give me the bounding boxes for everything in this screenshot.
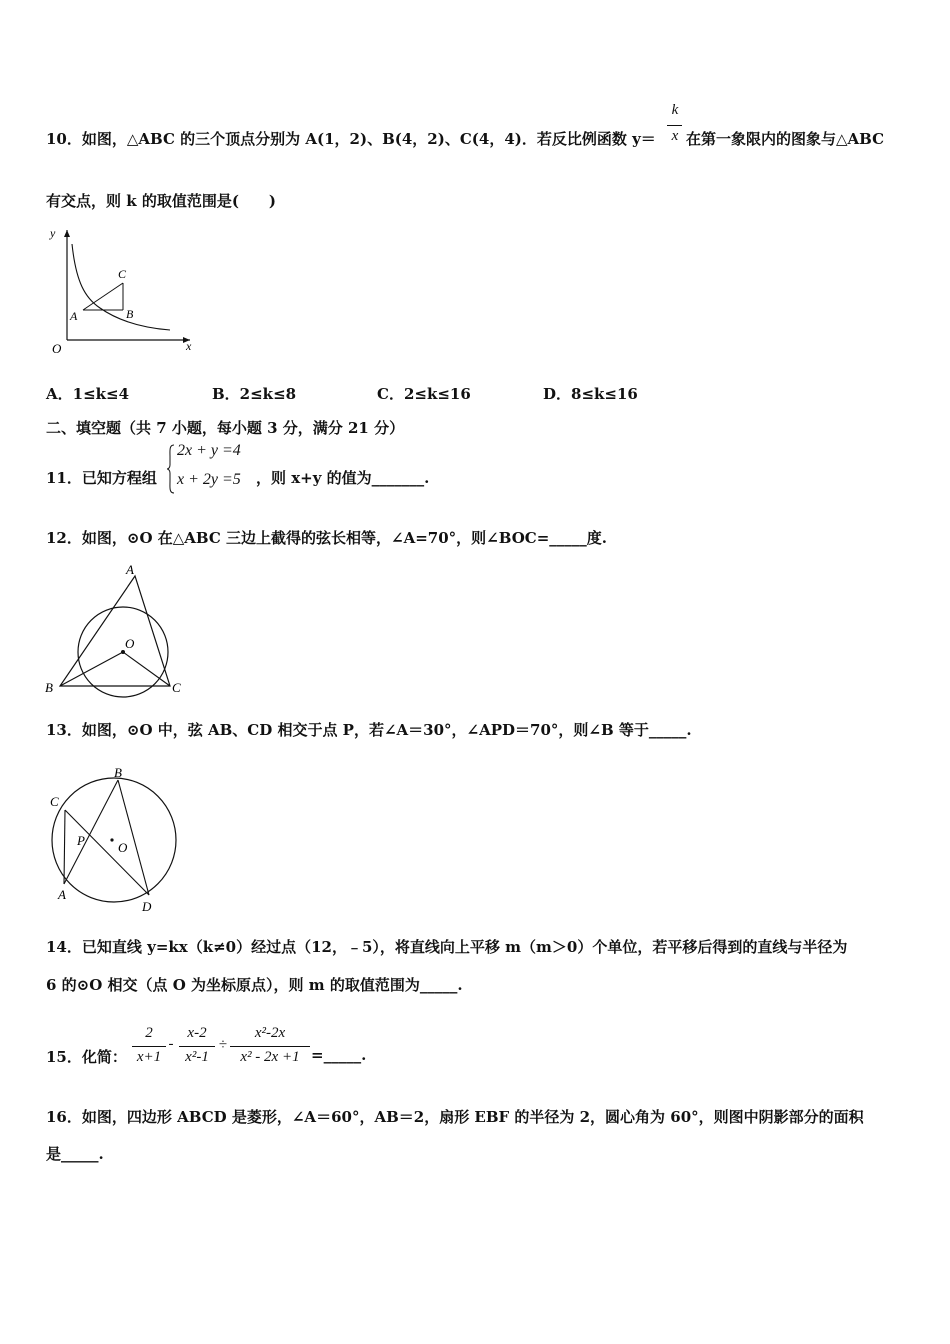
q10-figure [40, 222, 200, 362]
q15-f3-bar [230, 1046, 310, 1047]
q11-prefix: 11．已知方程组 [46, 469, 157, 487]
q15-f3-den: x² - 2x +1 [240, 1049, 300, 1065]
q13-fig-o-label: O [118, 840, 128, 855]
q12-fig-a-label: A [126, 562, 134, 577]
q12-figure [40, 560, 190, 700]
q15-prefix: 15．化简： [46, 1048, 127, 1066]
q10-fig-x-label: x [186, 339, 192, 353]
q13-fig-d-label: D [142, 899, 152, 914]
q11-equation-2: x + 2y =5 [177, 471, 241, 488]
q15-suffix: =_____. [311, 1046, 367, 1064]
q16-line1: 16．如图，四边形 ABCD 是菱形，∠A＝60°，AB＝2，扇形 EBF 的半径为 2，圆心角为 60°，则图中阴影部分的面积 [46, 1108, 864, 1126]
q14-line1: 14．已知直线 y=kx（k≠0）经过点（12，﹣5），将直线向上平移 m（m＞0）个单位，若平移后得到的直线与半径为 [46, 938, 848, 956]
q10-fig-o-label: O [52, 341, 62, 356]
q13-text: 13．如图，⊙O 中，弦 AB、CD 相交于点 P，若∠A＝30°，∠APD＝70°，则∠B 等于_____. [46, 721, 692, 739]
q13-fig-c-label: C [50, 794, 59, 809]
q10-frac-den: x [671, 128, 679, 144]
q10-fig-b-label: B [126, 307, 134, 321]
q13-fig-a-label: A [58, 887, 66, 902]
q12-fig-c-label: C [172, 680, 181, 695]
section2-heading: 二、填空题（共 7 小题，每小题 3 分，满分 21 分） [46, 419, 405, 437]
q13-figure [40, 760, 190, 916]
q10-option-c[interactable]: C．2≤k≤16 [377, 385, 471, 403]
q15-f1-num: 2 [145, 1025, 153, 1041]
q10-text-part1: 10．如图，△ABC 的三个顶点分别为 A(1，2)、B(4，2)、C(4，4)．若反比例函数 y＝ [46, 130, 656, 148]
q10-option-d[interactable]: D．8≤k≤16 [543, 385, 638, 403]
q13-fig-b-label: B [114, 765, 122, 780]
q15-f2-den: x²-1 [185, 1049, 209, 1065]
q10-fig-c-label: C [118, 267, 127, 281]
q11-suffix: ，则 x+y 的值为_______. [256, 469, 430, 487]
q15-f3-num: x²-2x [254, 1025, 286, 1041]
q11-brace [166, 443, 176, 495]
q10-frac-bar [667, 125, 682, 126]
q12-fig-o-label: O [125, 636, 135, 651]
q11-equation-1: 2x + y =4 [177, 442, 241, 459]
q12-fig-b-label: B [45, 680, 53, 695]
q10-text-part2: 在第一象限内的图象与△ABC [686, 130, 885, 148]
q10-line2: 有交点，则 k 的取值范围是( ) [46, 192, 277, 210]
q15-minus: - [168, 1036, 174, 1052]
q14-line2: 6 的⊙O 相交（点 O 为坐标原点），则 m 的取值范围为_____. [46, 976, 463, 994]
q10-line1 [46, 128, 656, 149]
q10-line1-end [686, 128, 884, 149]
q15-f1-bar [132, 1046, 166, 1047]
q10-option-a[interactable]: A．1≤k≤4 [46, 385, 130, 403]
q16-line2: 是_____. [46, 1145, 104, 1163]
q12-text: 12．如图，⊙O 在△ABC 三边上截得的弦长相等，∠A=70°，则∠BOC=_____度. [46, 529, 607, 547]
q10-frac-num: k [671, 102, 679, 118]
q15-divide: ÷ [218, 1037, 228, 1053]
q13-fig-p-label: P [77, 833, 85, 848]
q10-fig-a-label: A [70, 309, 78, 323]
q15-f2-bar [179, 1046, 215, 1047]
q15-f2-num: x-2 [187, 1025, 207, 1041]
q10-fig-y-label: y [50, 226, 56, 240]
q10-option-b[interactable]: B．2≤k≤8 [212, 385, 297, 403]
q15-f1-den: x+1 [136, 1049, 162, 1065]
